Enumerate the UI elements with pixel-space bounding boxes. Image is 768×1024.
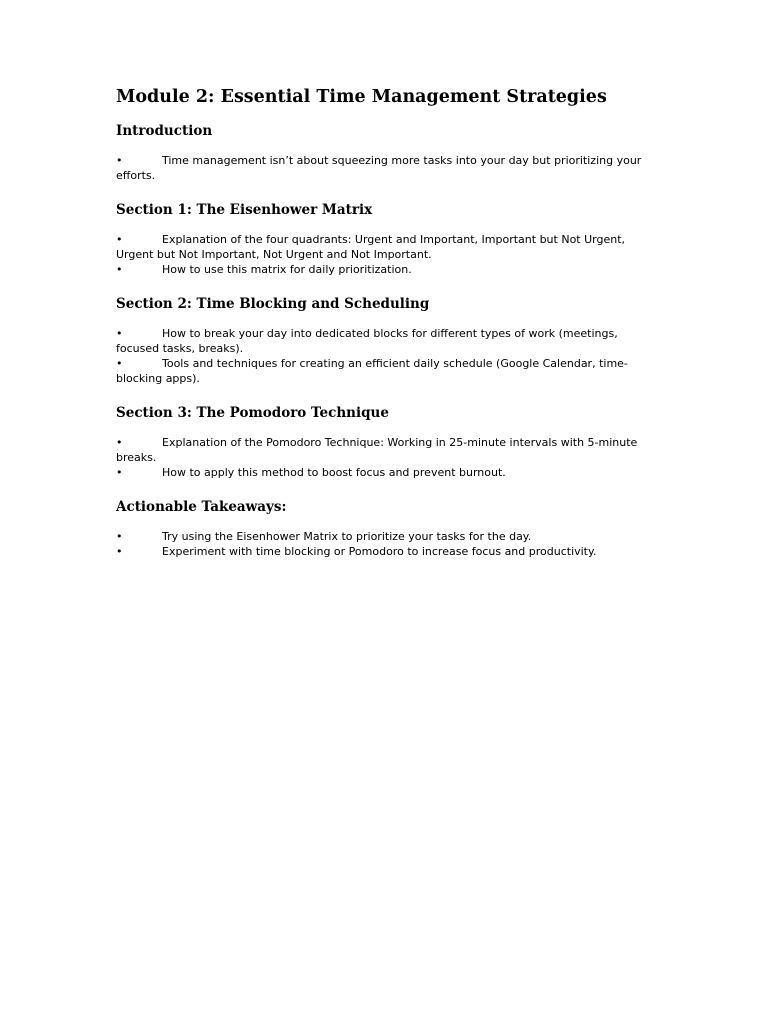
section-time-blocking (116, 294, 652, 386)
list-item (116, 544, 652, 559)
bullet-glyph: • (116, 357, 123, 370)
list-item (116, 326, 652, 356)
list-item (116, 465, 652, 480)
section-heading: Section 3: The Pomodoro Technique (116, 405, 389, 421)
section-heading: Actionable Takeaways: (116, 499, 287, 515)
bullet-list (116, 435, 652, 480)
list-item-text: How to use this matrix for daily prioritization. (162, 263, 412, 276)
section-heading: Section 2: Time Blocking and Scheduling (116, 296, 430, 312)
list-item-text: How to apply this method to boost focus and prevent burnout. (162, 466, 506, 479)
list-item (116, 435, 652, 465)
list-item-text: Tools and techniques for creating an efficient daily schedule (Google Calendar, time-blocking apps). (116, 357, 628, 385)
list-item-text: Try using the Eisenhower Matrix to prioritize your tasks for the day. (162, 530, 532, 543)
document-title: Module 2: Essential Time Management Strategies (116, 87, 607, 107)
bullet-glyph: • (116, 436, 123, 449)
list-item-text: Explanation of the four quadrants: Urgent and Important, Important but Not Urgent, Urgent but Not Important, Not Urgent and Not Important. (116, 233, 626, 261)
list-item (116, 356, 652, 386)
list-item-text: Explanation of the Pomodoro Technique: Working in 25-minute intervals with 5-minute breaks. (116, 436, 638, 464)
list-item-text: Experiment with time blocking or Pomodoro to increase focus and productivity. (162, 545, 597, 558)
bullet-glyph: • (116, 545, 123, 558)
bullet-glyph: • (116, 154, 123, 167)
bullet-glyph: • (116, 263, 123, 276)
list-item (116, 153, 652, 183)
list-item (116, 529, 652, 544)
section-heading: Section 1: The Eisenhower Matrix (116, 202, 373, 218)
list-item-text: Time management isn’t about squeezing more tasks into your day but prioritizing your efforts. (116, 154, 642, 182)
bullet-list (116, 232, 652, 277)
list-item (116, 232, 652, 262)
section-actionable-takeaways (116, 497, 652, 559)
section-introduction (116, 121, 652, 183)
list-item-text: How to break your day into dedicated blocks for different types of work (meetings, focused tasks, breaks). (116, 327, 618, 355)
section-pomodoro (116, 403, 652, 480)
document-page (116, 84, 652, 559)
list-item (116, 262, 652, 277)
bullet-list (116, 529, 652, 559)
bullet-glyph: • (116, 530, 123, 543)
section-eisenhower-matrix (116, 200, 652, 277)
bullet-glyph: • (116, 233, 123, 246)
bullet-glyph: • (116, 466, 123, 479)
bullet-list (116, 326, 652, 386)
bullet-glyph: • (116, 327, 123, 340)
bullet-list (116, 153, 652, 183)
section-heading: Introduction (116, 123, 213, 139)
